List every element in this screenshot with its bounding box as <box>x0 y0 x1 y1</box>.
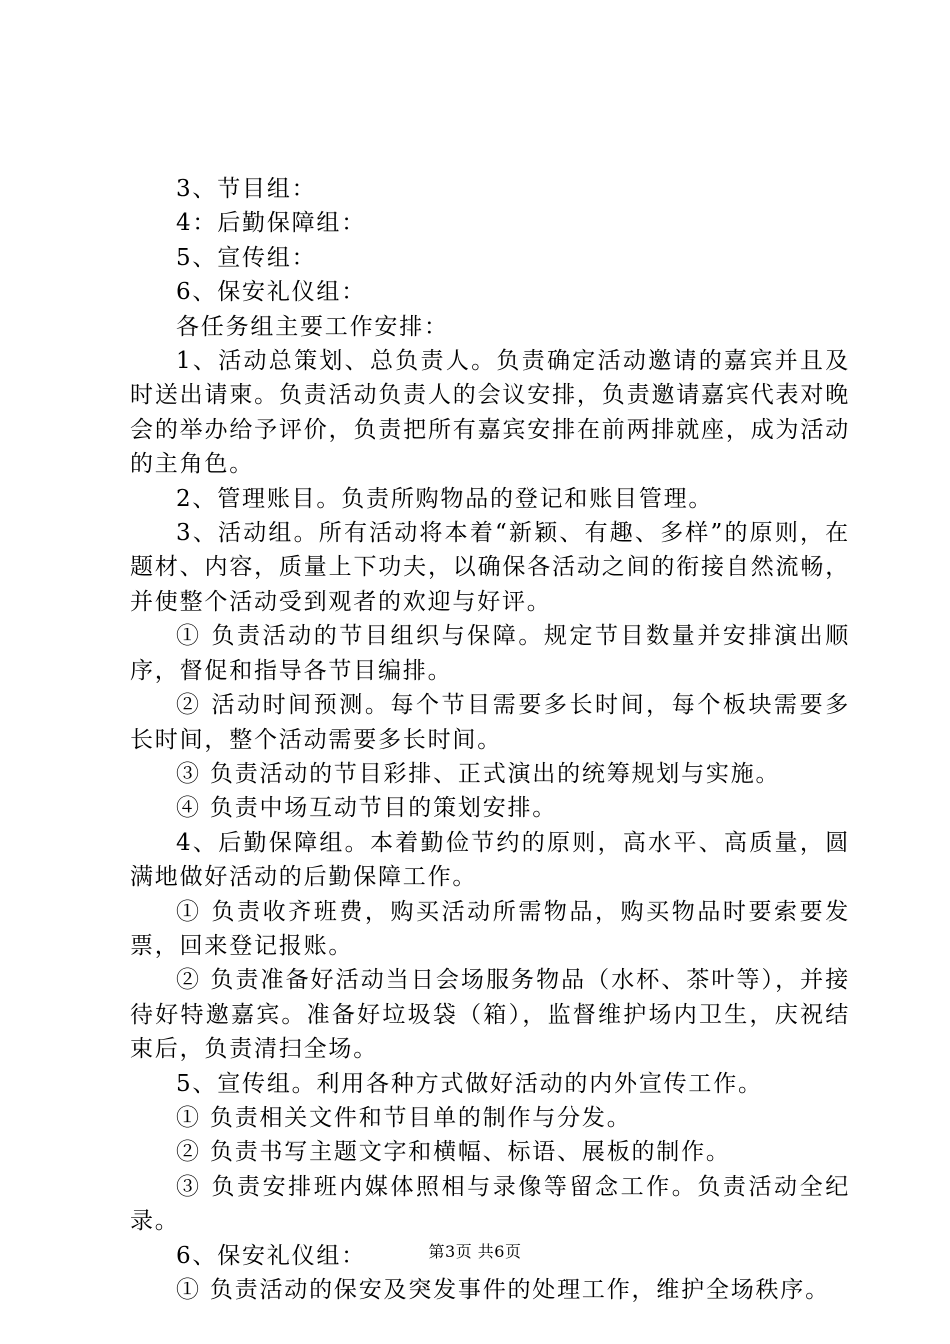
paragraph-publicity-item-3: ③ 负责安排班内媒体照相与录像等留念工作。负责活动全纪录。 <box>130 1173 850 1235</box>
paragraph-publicity-item-1: ① 负责相关文件和节目单的制作与分发。 <box>176 1104 632 1131</box>
paragraph-task-arrangement-heading: 各任务组主要工作安排： <box>176 313 449 340</box>
paragraph-logistics-item-2: ② 负责准备好活动当日会场服务物品（水杯、茶叶等），并接待好特邀嘉宾。准备好垃圾袋（箱），监督维护场内卫生，庆祝结束后，负责清扫全场。 <box>130 967 850 1063</box>
paragraph-activity-item-4: ④ 负责中场互动节目的策划安排。 <box>176 795 558 822</box>
paragraph-security-detail: 6、保安礼仪组： <box>176 1242 367 1269</box>
paragraph-publicity-detail: 5、宣传组。利用各种方式做好活动的内外宣传工作。 <box>176 1070 763 1097</box>
paragraph-general-planner: 1、活动总策划、总负责人。负责确定活动邀请的嘉宾并且及时送出请柬。负责活动负责人的会议安排，负责邀请嘉宾代表对晚会的举办给予评价，负责把所有嘉宾安排在前两排就座，成为活动的主角色。 <box>130 348 850 478</box>
paragraph-security-item-1: ① 负责活动的保安及突发事件的处理工作，维护全场秩序。 <box>176 1277 830 1303</box>
page-number-label: 第3页 共6页 <box>428 1242 522 1261</box>
paragraph-logistics-detail: 4、后勤保障组。本着勤俭节约的原则，高水平、高质量，圆满地做好活动的后勤保障工作。 <box>130 829 850 891</box>
paragraph-publicity-group: 5、宣传组： <box>176 244 317 271</box>
document-body <box>130 172 850 1307</box>
paragraph-activity-item-2: ② 活动时间预测。每个节目需要多长时间，每个板块需要多长时间，整个活动需要多长时间。 <box>130 692 850 753</box>
paragraph-publicity-item-2: ② 负责书写主题文字和横幅、标语、展板的制作。 <box>176 1139 731 1166</box>
paragraph-logistics-group: 4：后勤保障组： <box>176 210 367 237</box>
paragraph-program-group: 3、节目组： <box>176 176 317 202</box>
paragraph-security-group: 6、保安礼仪组： <box>176 279 367 306</box>
paragraph-logistics-item-1: ① 负责收齐班费，购买活动所需物品，购买物品时要索要发票，回来登记报账。 <box>130 898 850 959</box>
paragraph-activity-group: 3、活动组。所有活动将本着“新颖、有趣、多样”的原则，在题材、内容，质量上下功夫，以确保各活动之间的衔接自然流畅，并使整个活动受到观者的欢迎与好评。 <box>130 520 850 615</box>
paragraph-activity-item-1: ① 负责活动的节目组织与保障。规定节目数量并安排演出顺序，督促和指导各节目编排。 <box>130 623 850 684</box>
paragraph-accounts: 2、管理账目。负责所购物品的登记和账目管理。 <box>176 485 714 512</box>
paragraph-activity-item-3: ③ 负责活动的节目彩排、正式演出的统筹规划与实施。 <box>176 760 781 787</box>
page-footer <box>0 1242 950 1262</box>
